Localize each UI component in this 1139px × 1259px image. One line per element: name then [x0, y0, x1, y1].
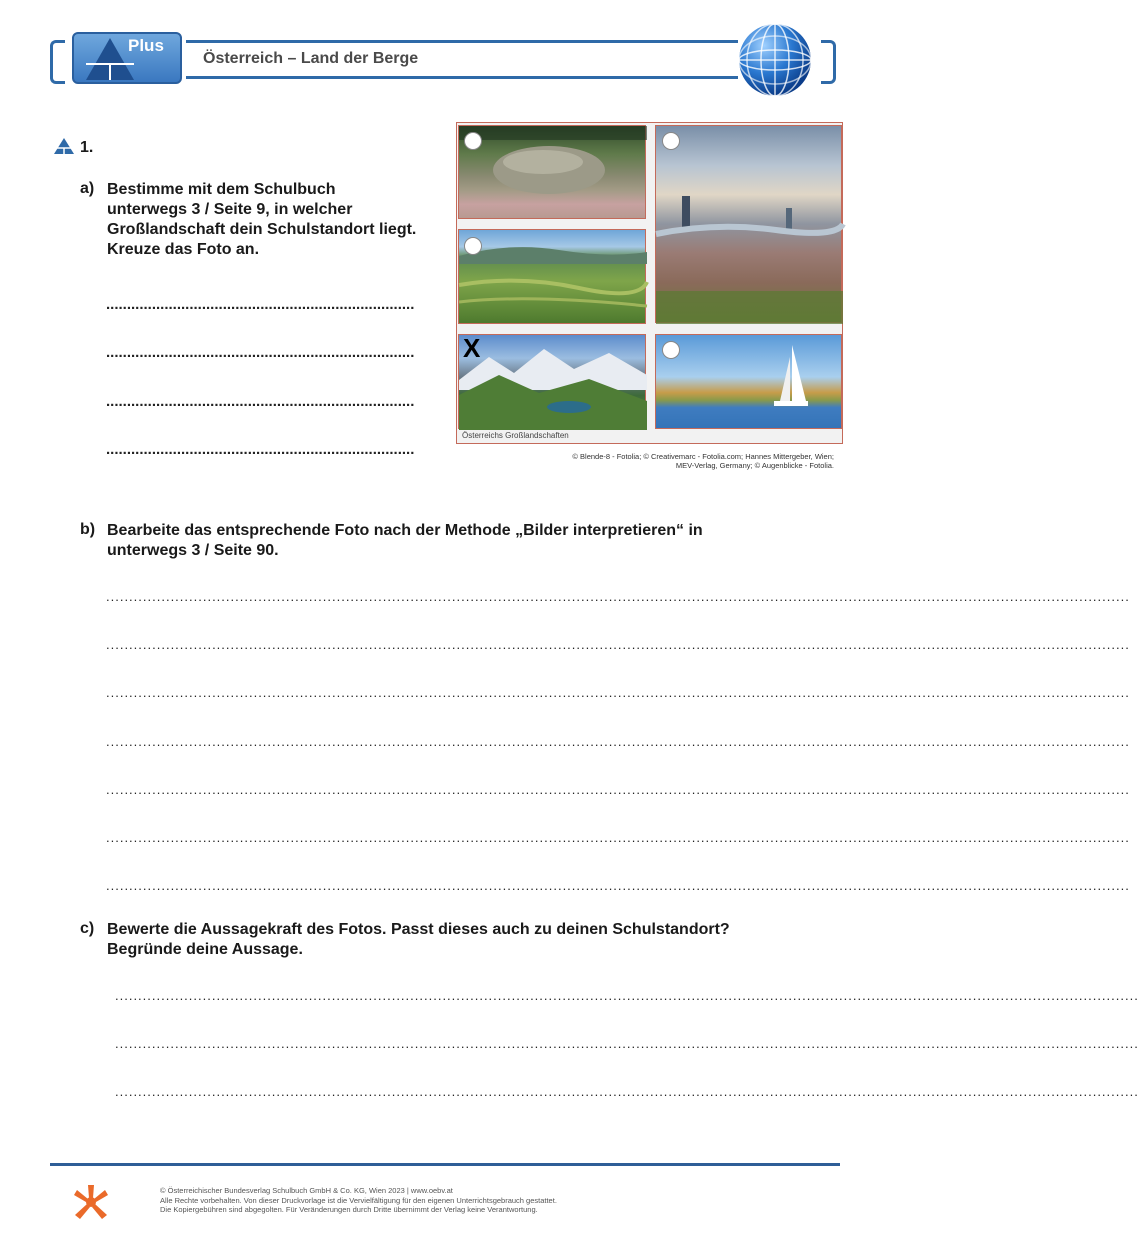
- answer-line-c[interactable]: ..............................................................................................................................................................................................................................: [115, 1084, 1139, 1099]
- footer-line: Alle Rechte vorbehalten. Von dieser Druckvorlage ist die Vervielfältigung für den eigenen Unterrichtsgebrauch gestattet.: [160, 1195, 557, 1205]
- question-a-line: Kreuze das Foto an.: [107, 241, 260, 258]
- footer-line: © Österreichischer Bundesverlag Schulbuch GmbH & Co. KG, Wien 2023 | www.oebv.at: [160, 1186, 453, 1195]
- page-title: Österreich – Land der Berge: [203, 50, 419, 67]
- footer-rule: [50, 1163, 840, 1166]
- footer-line: Die Kopiergebühren sind abgegolten. Für Veränderungen durch Dritte übernimmt der Verlag keine Verantwortung.: [160, 1205, 538, 1214]
- question-a-label: a): [80, 180, 95, 197]
- header-bracket-right: [821, 40, 836, 84]
- header-bracket-left: [50, 40, 65, 84]
- photo-vienna: [655, 125, 842, 323]
- answer-line-a[interactable]: ..........................................................................: [106, 393, 415, 410]
- question-a-line: unterwegs 3 / Seite 9, in welcher: [107, 201, 353, 218]
- question-b-text: [107, 521, 703, 561]
- question-b-label: b): [80, 521, 96, 538]
- question-a-line: Großlandschaft dein Schulstandort liegt.: [107, 221, 417, 238]
- photo-credits-line: MEV-Verlag, Germany; © Augenblicke - Fotolia.: [675, 461, 834, 470]
- photo-panel: [456, 122, 843, 444]
- photo-credits-line: © Blende-8 - Fotolia; © Creativemarc - Fotolia.com; Hannes Mittergeber, Wien;: [572, 452, 834, 461]
- answer-line-a[interactable]: ..........................................................................: [106, 344, 415, 361]
- photo-panel-caption: Österreichs Großlandschaften: [462, 431, 569, 440]
- answer-line-b[interactable]: ..............................................................................................................................................................................................................................: [106, 878, 1130, 893]
- question-c-label: c): [80, 920, 95, 937]
- footer-copyright: [160, 1186, 800, 1215]
- photo-checkbox[interactable]: [662, 341, 680, 359]
- task-triangle-icon: [53, 137, 75, 155]
- question-b-line: unterwegs 3 / Seite 90.: [107, 542, 279, 559]
- question-a-text: [107, 180, 416, 260]
- question-c-line: Begründe deine Aussage.: [107, 941, 303, 958]
- answer-line-b[interactable]: ..............................................................................................................................................................................................................................: [106, 734, 1130, 749]
- answer-line-b[interactable]: ..............................................................................................................................................................................................................................: [106, 637, 1130, 652]
- answer-line-b[interactable]: ..............................................................................................................................................................................................................................: [106, 685, 1130, 700]
- answer-line-c[interactable]: ..............................................................................................................................................................................................................................: [115, 1036, 1139, 1051]
- publisher-logo-icon: [72, 1183, 110, 1221]
- photo-alps: [458, 334, 646, 429]
- photo-hills: [458, 229, 646, 324]
- header-rule-bottom: [186, 76, 738, 79]
- plus-logo-text: Plus: [128, 36, 164, 55]
- answer-line-a[interactable]: ..........................................................................: [106, 441, 415, 458]
- globe-icon: [737, 22, 813, 98]
- header-rule-top: [186, 40, 738, 43]
- plus-logo: [72, 32, 182, 84]
- selected-photo-mark: X: [463, 333, 481, 363]
- photo-boulder: [458, 125, 646, 219]
- answer-line-b[interactable]: ..............................................................................................................................................................................................................................: [106, 782, 1130, 797]
- photo-checkbox[interactable]: [464, 132, 482, 150]
- answer-line-b[interactable]: ..............................................................................................................................................................................................................................: [106, 589, 1130, 604]
- photo-lake: [655, 334, 842, 429]
- answer-line-b[interactable]: ..............................................................................................................................................................................................................................: [106, 830, 1130, 845]
- question-c-line: Bewerte die Aussagekraft des Fotos. Passt dieses auch zu deinen Schulstandort?: [107, 921, 730, 938]
- task-number: 1.: [80, 139, 94, 156]
- question-a-line: Bestimme mit dem Schulbuch: [107, 181, 336, 198]
- photo-checkbox[interactable]: [464, 237, 482, 255]
- photo-checkbox[interactable]: [662, 132, 680, 150]
- answer-line-a[interactable]: ..........................................................................: [106, 296, 415, 313]
- answer-line-c[interactable]: ..............................................................................................................................................................................................................................: [115, 988, 1139, 1003]
- question-b-line: Bearbeite das entsprechende Foto nach der Methode „Bilder interpretieren“ in: [107, 522, 703, 539]
- question-c-text: [107, 920, 730, 960]
- photo-credits: [560, 452, 834, 470]
